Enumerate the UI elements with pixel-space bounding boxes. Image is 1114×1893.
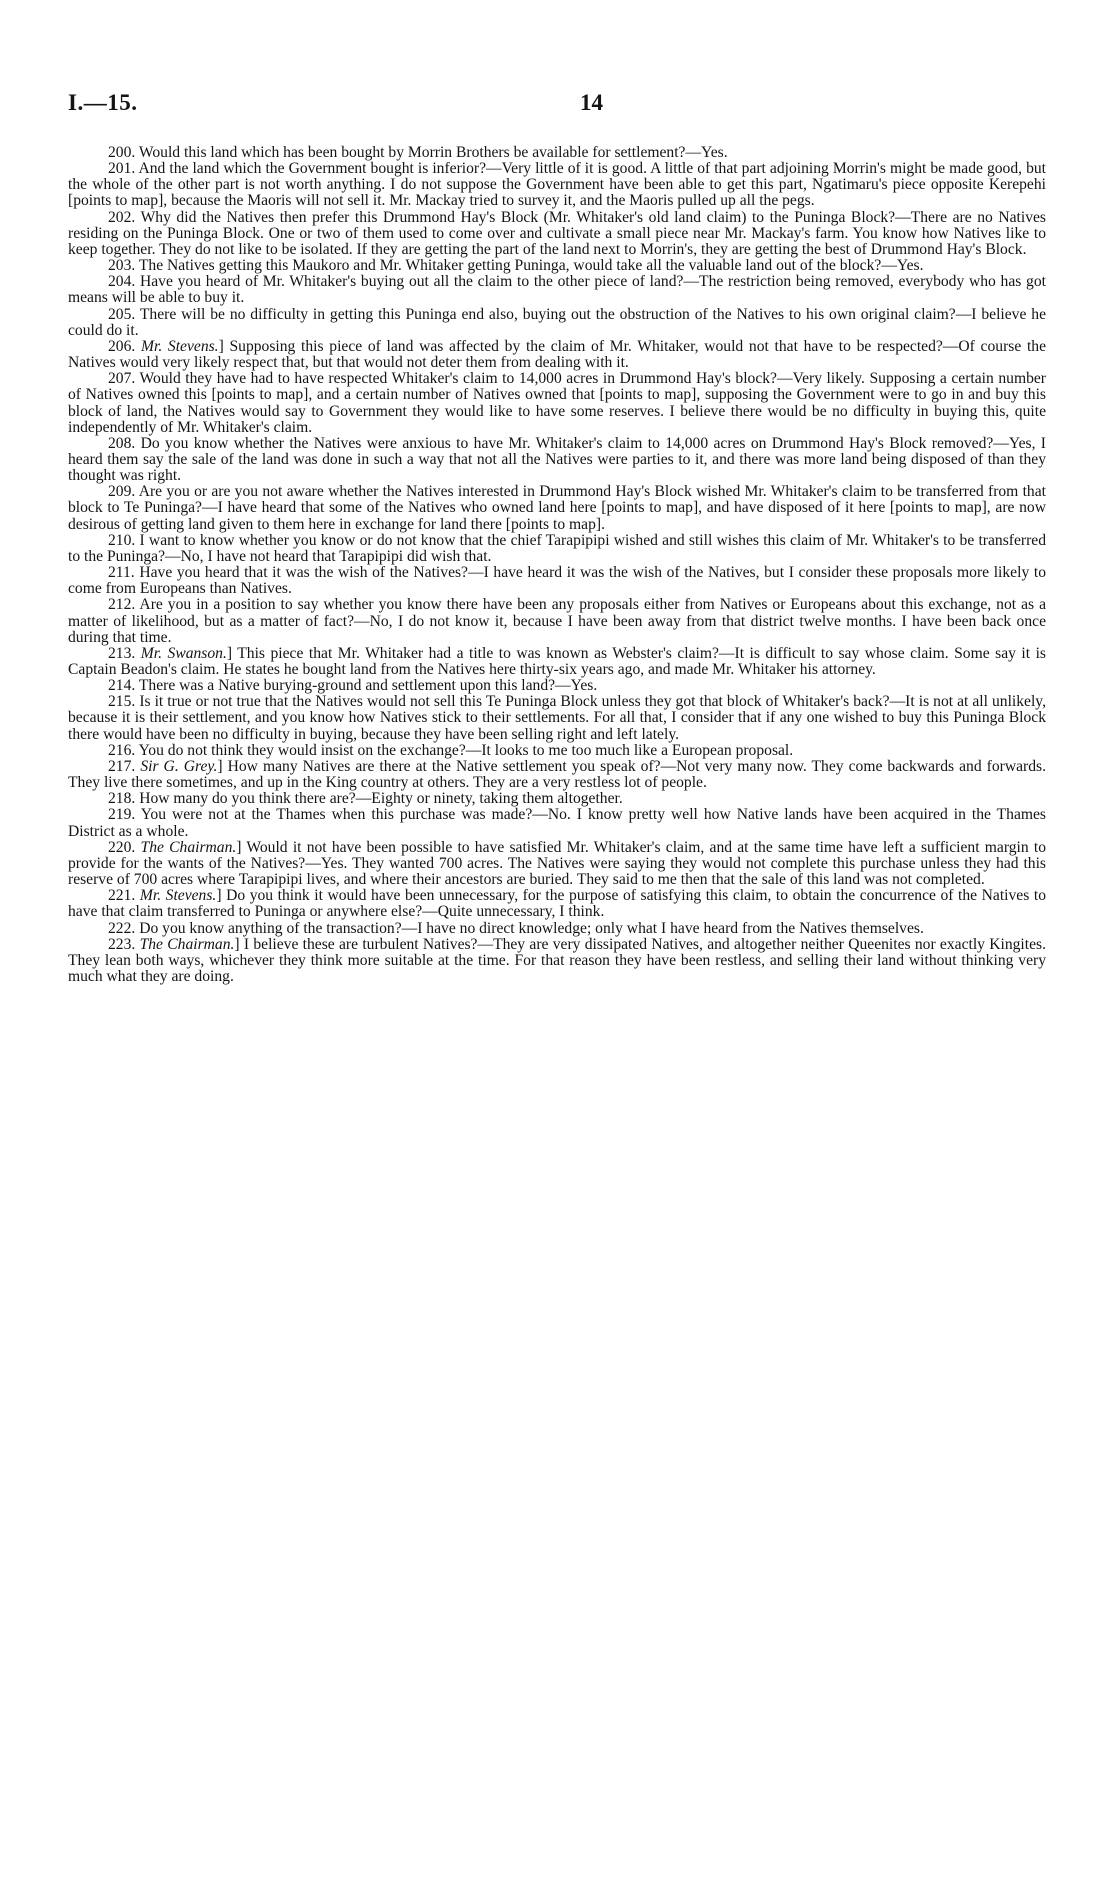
question-answer-paragraph [68,888,1046,920]
paragraph-text: ] Do you think it would have been unnecessary, for the purpose of satisfying this claim, to obtain the concurrence of the Natives to have that claim transferred to Puninga or anywhere else?—Quite unnecessary, I think. [68,887,1046,921]
document-reference: I.—15. [68,90,138,115]
question-answer-paragraph [68,339,1046,371]
speaker-name: Sir G. Grey. [140,757,218,775]
paragraph-text: 218. How many do you think there are?—Eighty or ninety, taking them altogether. [108,790,623,808]
speaker-name: The Chairman. [139,935,235,953]
paragraph-text: ] Would it not have been possible to have satisfied Mr. Whitaker's claim, and at the same time have left a sufficient margin to provide for the wants of the Natives?—Yes. They wanted 700 acres. The Natives were saying they would not complete this purchase unless they had this reserve of 700 acres where Tarapipipi lives, and where their ancestors are buried. They said to me then that the sale of this land was not completed. [68,838,1047,889]
paragraph-text: 200. Would this land which has been bought by Morrin Brothers be available for settlement?—Yes. [108,144,728,161]
question-answer-paragraph [68,937,1046,985]
question-number: 206. [108,337,141,355]
question-answer-paragraph [68,646,1046,678]
paragraph-text: 208. Do you know whether the Natives were anxious to have Mr. Whitaker's claim to 14,000 acres on Drummond Hay's Block removed?—Yes, I heard them say the sale of the land was done in such a way that not all the Natives were parties to it, and there was more land being disposed of than they thought was right. [68,434,1046,485]
paragraph-text: 203. The Natives getting this Maukoro and Mr. Whitaker getting Puninga, would take all the valuable land out of the block?—Yes. [108,257,924,275]
question-number: 223. [108,935,140,953]
question-answer-paragraph [68,743,1046,759]
paragraph-text: ] This piece that Mr. Whitaker had a title to was known as Webster's claim?—It is difficult to say whose claim. Some say it is Captain Beadon's claim. He states he bought land from the Natives here thirty-six years ago, and made Mr. Whitaker his attorney. [68,644,1046,678]
question-answer-paragraph [68,436,1046,484]
question-number: 217. [108,757,141,775]
page-number: 14 [580,90,603,115]
paragraph-text: 201. And the land which the Government bought is inferior?—Very little of it is good. A little of that part adjoining Morrin's might be made good, but the whole of the other part is not worth anything. I do not suppose the Government have been able to get this part, Ngatimaru's piece opposite Kerepehi [points to map], because the Maoris will not sell it. Mr. Mackay tried to survey it, and the Maoris pulled up all the pegs. [68,160,1046,210]
question-number: 220. [108,838,141,856]
paragraph-text: 216. You do not think they would insist on the exchange?—It looks to me too much like a European proposal. [108,741,794,759]
question-answer-paragraph [68,807,1046,839]
speaker-name: Mr. Stevens. [141,337,219,355]
question-answer-paragraph [68,678,1046,694]
question-answer-paragraph [68,371,1046,436]
question-number: 221. [108,887,140,905]
question-answer-paragraph [68,161,1046,209]
question-answer-paragraph [68,145,1046,161]
question-answer-paragraph [68,258,1046,274]
question-answer-paragraph [68,840,1046,888]
paragraph-text: 211. Have you heard that it was the wish of the Natives?—I have heard it was the wish of the Natives, but I consider these proposals more likely to come from Europeans than Natives. [68,564,1046,598]
evidence-text [68,145,1046,985]
question-number: 213. [108,644,141,662]
question-answer-paragraph [68,597,1046,645]
paragraph-text: 215. Is it true or not true that the Natives would not sell this Te Puninga Block unless they got that block of Whitaker's back?—It is not at all unlikely, because it is their settlement, and you know how Natives stick to their settlements. For all that, I consider that if any one wished to buy this Puninga Block there would have been no difficulty in buying, because they have been selling right and left lately. [68,693,1046,743]
speaker-name: Mr. Stevens. [139,887,217,905]
page-header [68,90,1046,122]
question-answer-paragraph [68,565,1046,597]
paragraph-text: ] How many Natives are there at the Native settlement you speak of?—Not very many now. They come backwards and forwards. They live there sometimes, and up in the King country at others. They are a very restless lot of people. [68,757,1046,792]
question-answer-paragraph [68,921,1046,937]
question-answer-paragraph [68,694,1046,742]
paragraph-text: ] I believe these are turbulent Natives?—They are very dissipated Natives, and altogether neither Queenites nor exactly Kingites. They lean both ways, whichever they think more suitable at the time. For that reason they have been restless, and selling their land without thinking very much what they are doing. [68,935,1046,985]
question-answer-paragraph [68,484,1046,532]
paragraph-text: 207. Would they have had to have respected Whitaker's claim to 14,000 acres in Drummond Hay's block?—Very likely. Supposing a certain number of Natives owned this [points to map], and a certain number of Natives owned that [points to map], supposing the Government were to go in and buy this block of land, the Natives would say to Government they would like to have some reserves. I believe there would be no difficulty in buying this, quite independently of Mr. Whitaker's claim. [68,370,1046,436]
paragraph-text: 202. Why did the Natives then prefer this Drummond Hay's Block (Mr. Whitaker's old land claim) to the Puninga Block?—There are no Natives residing on the Puninga Block. One or two of them used to come over and cultivate a small piece near Mr. Mackay's farm. You know how Natives like to keep together. They do not like to be isolated. If they are getting the part of the land next to Morrin's, they are getting the best of Drummond Hay's Block. [68,208,1046,258]
paragraph-text: 214. There was a Native burying-ground and settlement upon this land?—Yes. [108,677,598,695]
paragraph-text: 209. Are you or are you not aware whether the Natives interested in Drummond Hay's Block wished Mr. Whitaker's claim to be transferred from that block to Te Puninga?—I have heard that some of the Natives who owned land here [points to map], and have disposed of it here [points to map], are now desirous of getting land given to them here in exchange for land there [points to map]. [68,483,1046,533]
paragraph-text: 219. You were not at the Thames when this purchase was made?—No. I know pretty well how Native lands have been acquired in the Thames District as a whole. [68,806,1046,840]
paragraph-text: 204. Have you heard of Mr. Whitaker's buying out all the claim to the other piece of land?—The restriction being removed, everybody who has got means will be able to buy it. [68,273,1046,307]
paragraph-text: 222. Do you know anything of the transaction?—I have no direct knowledge; only what I have heard from the Natives themselves. [108,919,924,937]
question-answer-paragraph [68,533,1046,565]
paragraph-text: 210. I want to know whether you know or do not know that the chief Tarapipipi wished and still wishes this claim of Mr. Whitaker's to be transferred to the Puninga?—No, I have not heard that Tarapipipi did wish that. [68,531,1046,565]
paragraph-text: ] Supposing this piece of land was affected by the claim of Mr. Whitaker, would not that have to be respected?—Of course the Natives would very likely respect that, but that would not deter them from dealing with it. [68,337,1047,372]
paragraph-text: 205. There will be no difficulty in getting this Puninga end also, buying out the obstruction of the Natives to his own original claim?—I believe he could do it. [68,305,1046,339]
question-answer-paragraph [68,307,1046,339]
question-answer-paragraph [68,759,1046,791]
question-answer-paragraph [68,791,1046,807]
paragraph-text: 212. Are you in a position to say whether you know there have been any proposals either from Natives or Europeans about this exchange, not as a matter of likelihood, but as a matter of fact?—No, I do not know it, because I have been away from that district twelve months. I have been back once during that time. [68,596,1046,646]
speaker-name: The Chairman. [140,838,237,856]
speaker-name: Mr. Swanson. [140,644,227,662]
question-answer-paragraph [68,210,1046,258]
question-answer-paragraph [68,274,1046,306]
